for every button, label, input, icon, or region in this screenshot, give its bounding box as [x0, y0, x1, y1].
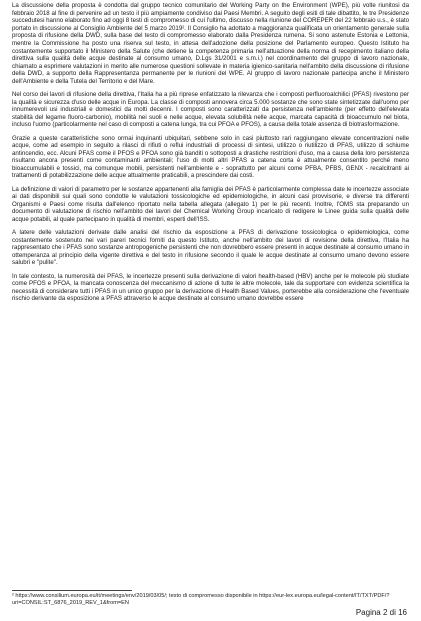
paragraph-6: In tale contesto, la numerosità dei PFAS, le incertezze presenti sulla derivazione di valori health-based (HBV) anche per le molecole più studiate come PFOS e PFOA, la mancata conoscenza del meccanismo di azione di tutte le altre molecole, tale da supportare con evidenza scientifica la necessità di considerare tutti i PFAS in un unico gruppo per la derivazione di Health Based Values, porterebbe alla considerazione che l'eventuale rischio derivante da esposizione a PFAS attraverso le acque destinate al consumo umano dovrebbe essere	[12, 272, 409, 303]
paragraph-2: Nel corso dei lavori di rifusione della direttiva, l'Italia ha a più riprese enfatizzato la rilevanza che i composti perfluoroalchilici (PFAS) rivestono per la qualità e sicurezza d'uso delle acque in Europa. La classe di composti annovera circa 5.000 sostanze che sono state sintetizzate dall'uomo per innumerevoli usi industriali e domestici da molti decenni. I composti sono caratterizzati da persistenza nell'ambiente (per effetto dell'elevata stabilità del legame fluoro-carbonio), mobilità nei suoli e nelle acque, elevata solubilità nelle acque, marcata capacità di bioaccumulo nel biota, incluso l'uomo (particolarmente nel caso di composti a catena lunga, tra cui PFOA e PFOS), a causa della totale assenza di biotrasformazione.	[12, 91, 409, 129]
paragraph-1: La discussione della proposta è condotta dal gruppo tecnico comunitario del Working Party on the Environment (WPE), più volte riunitosi da febbraio 2018 al fine di pervenire ad un testo il più ampiamente condiviso dai Paesi Membri. A seguito degli esiti di tale dibattito, le tre Presidenze succedutesi hanno elaborato fino ad oggi 8 testi di compromesso di cui l'ultimo, discusso nella riunione del COREPER del 22 febbraio u.s., è stato portato in discussione al Consiglio Ambiente del 5 marzo 2019². Il Consiglio ha adottato a maggioranza qualificata un orientamento generale sulla proposta di rifusione della DWD, sulla base del testo di compromesso elaborato dalla Presidenza rumena. Si sono astenute Estonia e Lettonia, mentre la Commissione ha posto una riserva sul testo, in attesa dell'adozione della posizione del Parlamento europeo. Questo Istituto ha costantemente supportato il Ministero della Salute (che detiene la competenza primaria nell'attuazione della norma di recepimento italiano della direttiva sulla qualità delle acque destinate al consumo umano, D.Lgs 31/2001 e s.m.i.) nel coordinamento del gruppo di lavoro nazionale, chiamato a esprimere valutazioni in merito alle numerose questioni sollevate in materia igienico-sanitaria nell'ambito della discussione di rifusione della DWD, a supporto della Rappresentanza permanente per le riunioni del WPE. Al gruppo di lavoro nazionale partecipa anche il Ministero dell'Ambiente e della Tutela del Territorio e del Mare.	[12, 2, 409, 85]
page-number: Pagina 2 di 16	[355, 608, 407, 617]
footnote-divider	[12, 590, 132, 591]
body-text	[12, 2, 409, 308]
paragraph-5: A latere delle valutazioni derivate dalle analisi del rischio da esposizione a PFAS di derivazione tossicologica o epidemiologica, come costantemente sostenuto nei vari pareri tecnici forniti da questo Istituto, anche nell'ambito dei lavori di revisione della direttiva, l'Italia ha rappresentato che i PFAS sono sostanze antropogeniche persistenti che non dovrebbero essere presenti in acque destinate al consumo umano in ottemperanza al principio della vigente direttiva e del testo in rifusione secondo il quale le acque destinate al consumo umano devono essere salubri e "pulite".	[12, 229, 409, 267]
document-page	[6, 0, 415, 621]
paragraph-4: La definizione di valori di parametro per le sostanze appartenenti alla famiglia dei PFAS è particolarmente complessa date le incertezze associate ai dati disponibili sui quali sono condotte le valutazioni tossicologiche ed epidemiologiche, in alcuni casi provvisorie, e diverse tra differenti Organismi e Paesi come risulta dall'elenco riportato nella tabella allegata (allegato 1) per le più recenti. Inoltre, l'OMS sta preparando un documento di valutazione di rischio nell'ambito dei lavori del Chemical Working Group incaricato di redigere le Linee guida sulla qualità delle acque potabili, al quale partecipano in qualità di membri, esperti dell'ISS.	[12, 185, 409, 223]
footnote: ² https://www.consilium.europa.eu/it/meetings/env/2019/03/05/; testo di compromesso disponibile in https://eur-lex.europa.eu/legal-content/IT/TXT/PDF/?uri=CONSIL:ST_6876_2019_REV_1&from=EN	[12, 593, 390, 606]
paragraph-3: Grazie a queste caratteristiche sono ormai inquinanti ubiquitari, sebbene solo in casi piuttosto rari raggiungano elevate concentrazioni nelle acque, come ad esempio in seguito a rilasci di rifiuti o reflui industriali di processi di sintesi, utilizzo o riutilizzo di PFAS, utilizzo di schiume antincendio, ecc. Alcuni PFAS come il PFOS e PFOA sono già banditi o sottoposti a drastiche restrizioni d'uso, ma a causa della loro persistenza risultano ancora presenti come contaminanti ambientali; l'uso di molti altri PFAS a catena corta è attualmente consentito perché meno bioaccumulabili e tossici, ma comunque mobili, persistenti nell'ambiente e - soprattutto per alcuni come PFBA, PFBS, GENX - recalcitranti ai trattamenti di potabilizzazione delle acque attualmente praticabili, a prescindere dai costi.	[12, 134, 409, 180]
